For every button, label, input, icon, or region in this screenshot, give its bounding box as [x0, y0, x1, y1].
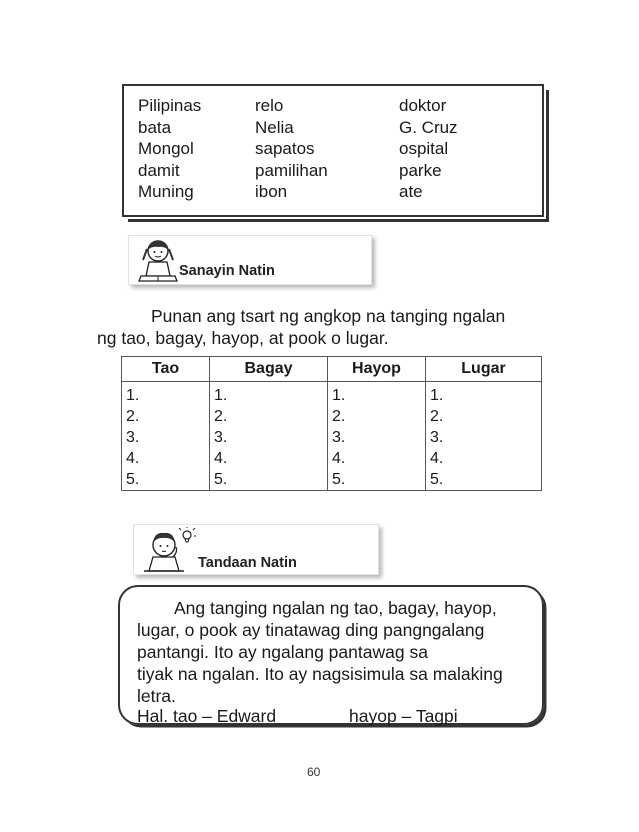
line-number: 4.	[332, 450, 346, 467]
line-number: 1.	[332, 387, 346, 404]
line-number: 1.	[214, 387, 228, 404]
word-item: ospital	[399, 139, 449, 158]
line-number: 5.	[126, 471, 140, 488]
word-item: doktor	[399, 96, 447, 115]
line-number: 3.	[126, 429, 140, 446]
hayop-cell[interactable]	[328, 382, 426, 491]
line-number: 4.	[430, 450, 444, 467]
word-item: Mongol	[138, 139, 194, 158]
line-number: 2.	[332, 408, 346, 425]
word-item: sapatos	[255, 139, 315, 158]
word-item: G. Cruz	[399, 117, 458, 137]
rule-line-3: pantangi. Ito ay ngalang pantawag sa	[137, 642, 428, 662]
chart-body-row	[122, 382, 542, 491]
boy-thinking-icon	[140, 527, 196, 575]
word-item: Nelia	[255, 117, 294, 137]
tandaan-natin-title: Tandaan Natin	[198, 555, 297, 571]
bagay-cell[interactable]	[210, 382, 328, 491]
word-column-3	[399, 95, 458, 203]
header-lugar: Lugar	[426, 357, 542, 382]
tandaan-natin-banner	[133, 524, 379, 575]
word-column-2	[255, 95, 328, 203]
word-list-box	[122, 84, 544, 217]
rule-line-1: Ang tanging ngalan ng tao, bagay, hayop,	[174, 598, 497, 618]
rule-line-5: letra.	[137, 686, 176, 706]
line-number: 4.	[214, 450, 228, 467]
word-item: ate	[399, 182, 423, 201]
example-right: hayop – Tagpi	[349, 706, 458, 726]
lugar-cell[interactable]	[426, 382, 542, 491]
category-chart	[121, 356, 542, 491]
line-number: 5.	[332, 471, 346, 488]
word-item: Muning	[138, 182, 194, 201]
header-bagay: Bagay	[210, 357, 328, 382]
chart-header-row	[122, 357, 542, 382]
rule-line-2: lugar, o pook ay tinatawag ding pangngalang	[137, 620, 485, 640]
example-left: Hal. tao – Edward	[137, 706, 277, 726]
tao-cell[interactable]	[122, 382, 210, 491]
word-item: ibon	[255, 182, 288, 201]
line-number: 1.	[430, 387, 444, 404]
instruction-line-1: Punan ang tsart ng angkop na tanging ngalan	[151, 306, 506, 326]
word-item: Pilipinas	[138, 96, 202, 115]
line-number: 5.	[214, 471, 228, 488]
sanayin-natin-title: Sanayin Natin	[179, 263, 275, 279]
word-item: relo	[255, 96, 284, 115]
word-item: pamilihan	[255, 160, 328, 180]
line-number: 5.	[430, 471, 444, 488]
line-number: 3.	[332, 429, 346, 446]
header-hayop: Hayop	[328, 357, 426, 382]
word-item: damit	[138, 160, 180, 180]
line-number: 2.	[214, 408, 228, 425]
girl-reading-icon	[137, 238, 179, 284]
word-item: parke	[399, 160, 442, 180]
line-number: 1.	[126, 387, 140, 404]
line-number: 2.	[126, 408, 140, 425]
word-column-1	[138, 95, 201, 203]
word-item: bata	[138, 117, 172, 137]
instruction-line-2: ng tao, bagay, hayop, at pook o lugar.	[97, 328, 389, 348]
rule-line-4: tiyak na ngalan. Ito ay nagsisimula sa malaking	[137, 664, 503, 684]
line-number: 3.	[214, 429, 228, 446]
sanayin-natin-banner	[128, 235, 372, 285]
page-number: 60	[307, 765, 321, 779]
line-number: 2.	[430, 408, 444, 425]
header-tao: Tao	[122, 357, 210, 382]
line-number: 4.	[126, 450, 140, 467]
line-number: 3.	[430, 429, 444, 446]
